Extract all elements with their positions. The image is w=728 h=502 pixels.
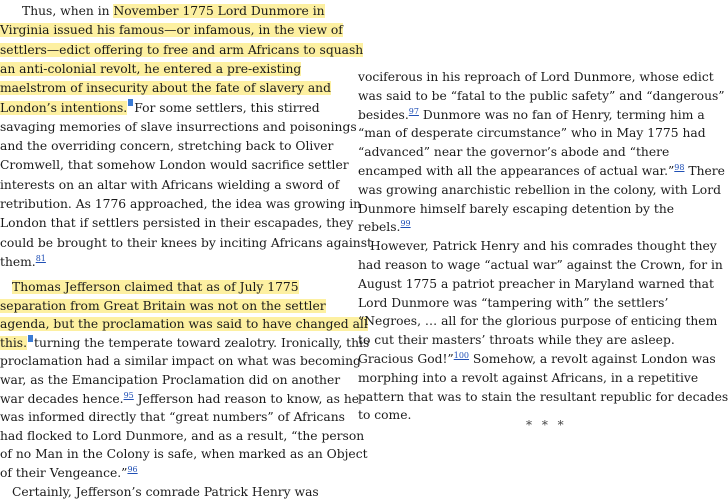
text-span: Thus, when in: [22, 4, 114, 18]
highlighted-text: London’s intentions.: [0, 100, 128, 115]
text-span: Dunmore was no fan of Henry, terming him a: [418, 107, 705, 122]
section-separator: * * *: [526, 418, 567, 432]
text-span: “Negroes, … all for the glorious purpose of enticing them: [358, 314, 718, 329]
text-line: [358, 294, 668, 313]
text-line: [0, 214, 353, 233]
note-marker-icon[interactable]: [128, 99, 133, 106]
highlighted-text: this.: [0, 335, 28, 350]
text-span: and the overriding concern, stretching back to Oliver: [0, 139, 334, 154]
text-line: [0, 408, 345, 427]
text-line: [0, 352, 361, 371]
text-span: interests on an altar with Africans wielding a sword of: [0, 177, 340, 192]
text-span: rebels.: [358, 220, 401, 235]
text-span: of their Vengeance.”: [0, 466, 128, 480]
highlighted-text: settlers—edict offering to free and arm Africans to squash: [0, 42, 364, 57]
text-line: [0, 118, 357, 137]
text-line: [358, 200, 674, 219]
highlighted-text: an anti-colonial revolt, he entered a pre-existing: [0, 61, 302, 76]
text-line: [358, 312, 717, 331]
text-span: There: [684, 164, 725, 178]
text-line: [358, 388, 728, 407]
text-span: had reason to wage “actual war” against the Crown, for in: [358, 258, 723, 272]
text-line: [0, 445, 368, 464]
text-line: [0, 156, 349, 175]
text-span: to come.: [358, 408, 412, 423]
text-span: war decades hence.: [0, 391, 124, 406]
text-span: could be brought to their knees by inciting Africans against: [0, 235, 372, 250]
footnote-link[interactable]: 100: [453, 350, 470, 360]
text-line: [0, 234, 372, 253]
text-line: [0, 176, 339, 195]
text-line: [0, 334, 369, 353]
text-line: [0, 390, 359, 409]
text-line: [358, 256, 723, 275]
text-span: “advanced” near the governor’s abode and “there: [358, 145, 670, 160]
text-line: [358, 162, 725, 181]
text-line: [0, 464, 138, 483]
text-span: morphing into a revolt against Africans, in a repetitive: [358, 370, 699, 385]
text-span: to cut their masters’ throats while they are asleep.: [358, 333, 675, 348]
footnote-link[interactable]: 97: [408, 106, 419, 116]
text-line: [358, 143, 669, 162]
highlighted-text: separation from Great Britain was not on the settler: [0, 298, 326, 313]
highlighted-text: November 1775 Lord Dunmore in: [113, 4, 325, 18]
highlighted-text: Virginia issued his famous—or infamous, in the view of: [0, 23, 343, 38]
text-span: For some settlers, this stirred: [134, 100, 320, 115]
text-line: [0, 137, 333, 156]
text-line: [0, 253, 46, 272]
text-span: Dunmore himself barely escaping detention by the: [358, 201, 675, 216]
note-marker-icon[interactable]: [28, 335, 33, 342]
text-span: war, as the Emancipation Proclamation did on another: [0, 373, 341, 387]
text-line: [358, 181, 721, 200]
text-span: had flocked to Lord Dunmore, and as a result, “the person: [0, 428, 365, 443]
highlighted-text: Thomas Jefferson claimed that as of July 1775: [12, 280, 299, 294]
text-span: Somehow, a revolt against London was: [469, 352, 716, 366]
highlighted-text: maelstrom of insecurity about the fate of slavery and: [0, 81, 331, 96]
text-span: “man of desperate circumstance” who in May 1775 had: [358, 126, 706, 141]
text-line: [0, 427, 364, 446]
text-line: [358, 331, 675, 350]
highlighted-text: agenda, but the proclamation was said to have changed all: [0, 317, 368, 332]
text-span: Jefferson had reason to know, as he: [133, 391, 360, 406]
text-line: [358, 106, 705, 125]
footnote-link[interactable]: 99: [400, 219, 411, 229]
text-line: [358, 218, 411, 237]
text-line: [0, 99, 320, 118]
text-line: [0, 195, 361, 214]
text-line: [0, 315, 368, 334]
text-line: [0, 371, 340, 390]
text-span: them.: [0, 254, 36, 269]
footnote-link[interactable]: 96: [127, 464, 138, 474]
text-span: August 1775 a patriot preacher in Maryland warned that: [358, 276, 714, 291]
text-line: [358, 275, 714, 294]
text-span: proclamation had a similar impact on what was becoming: [0, 354, 361, 369]
text-span: of no Man in the Colony is safe, when marked as an Object: [0, 447, 368, 462]
text-line: [358, 124, 706, 143]
text-line: [12, 483, 319, 502]
text-span: savaging memories of slave insurrections and poisonings: [0, 119, 357, 134]
text-span: besides.: [358, 107, 409, 122]
text-line: [0, 41, 363, 60]
text-span: was growing anarchistic rebellion in the colony, with Lord: [358, 182, 721, 197]
text-span: vociferous in his reproach of Lord Dunmore, whose edict: [358, 70, 714, 84]
footnote-link[interactable]: 81: [35, 253, 46, 263]
text-line: [358, 369, 698, 388]
text-span: pattern that was to stain the resultant republic for decades: [358, 389, 728, 404]
text-line: [0, 21, 343, 40]
text-line: [358, 68, 714, 87]
text-span: was said to be “fatal to the public safety” and “dangerous”: [358, 88, 725, 103]
text-line: [358, 406, 411, 425]
footnote-link[interactable]: 98: [674, 162, 685, 172]
text-span: encamped with all the appearances of actual war.”: [358, 164, 675, 178]
text-span: Lord Dunmore was “tampering with” the settlers’: [358, 295, 669, 310]
text-line: [0, 60, 301, 79]
text-span: However, Patrick Henry and his comrades thought they: [370, 239, 717, 254]
text-line: [358, 87, 725, 106]
text-span: Certainly, Jefferson’s comrade Patrick Henry was: [12, 484, 319, 499]
text-line: [358, 350, 716, 369]
text-span: Gracious God!”: [358, 352, 454, 366]
text-line: [370, 237, 717, 256]
text-span: Cromwell, that somehow London would sacrifice settler: [0, 158, 349, 173]
text-line: [0, 297, 326, 316]
text-line: [0, 79, 331, 98]
footnote-link[interactable]: 95: [123, 390, 134, 400]
text-line: [22, 2, 325, 21]
text-span: London that if settlers persisted in their escapades, they: [0, 216, 354, 231]
text-span: retribution. As 1776 approached, the idea was growing in: [0, 197, 362, 211]
text-span: was informed directly that “great numbers” of Africans: [0, 410, 345, 425]
text-line: [12, 278, 299, 297]
text-span: turning the temperate toward zealotry. Ironically, this: [34, 335, 370, 350]
